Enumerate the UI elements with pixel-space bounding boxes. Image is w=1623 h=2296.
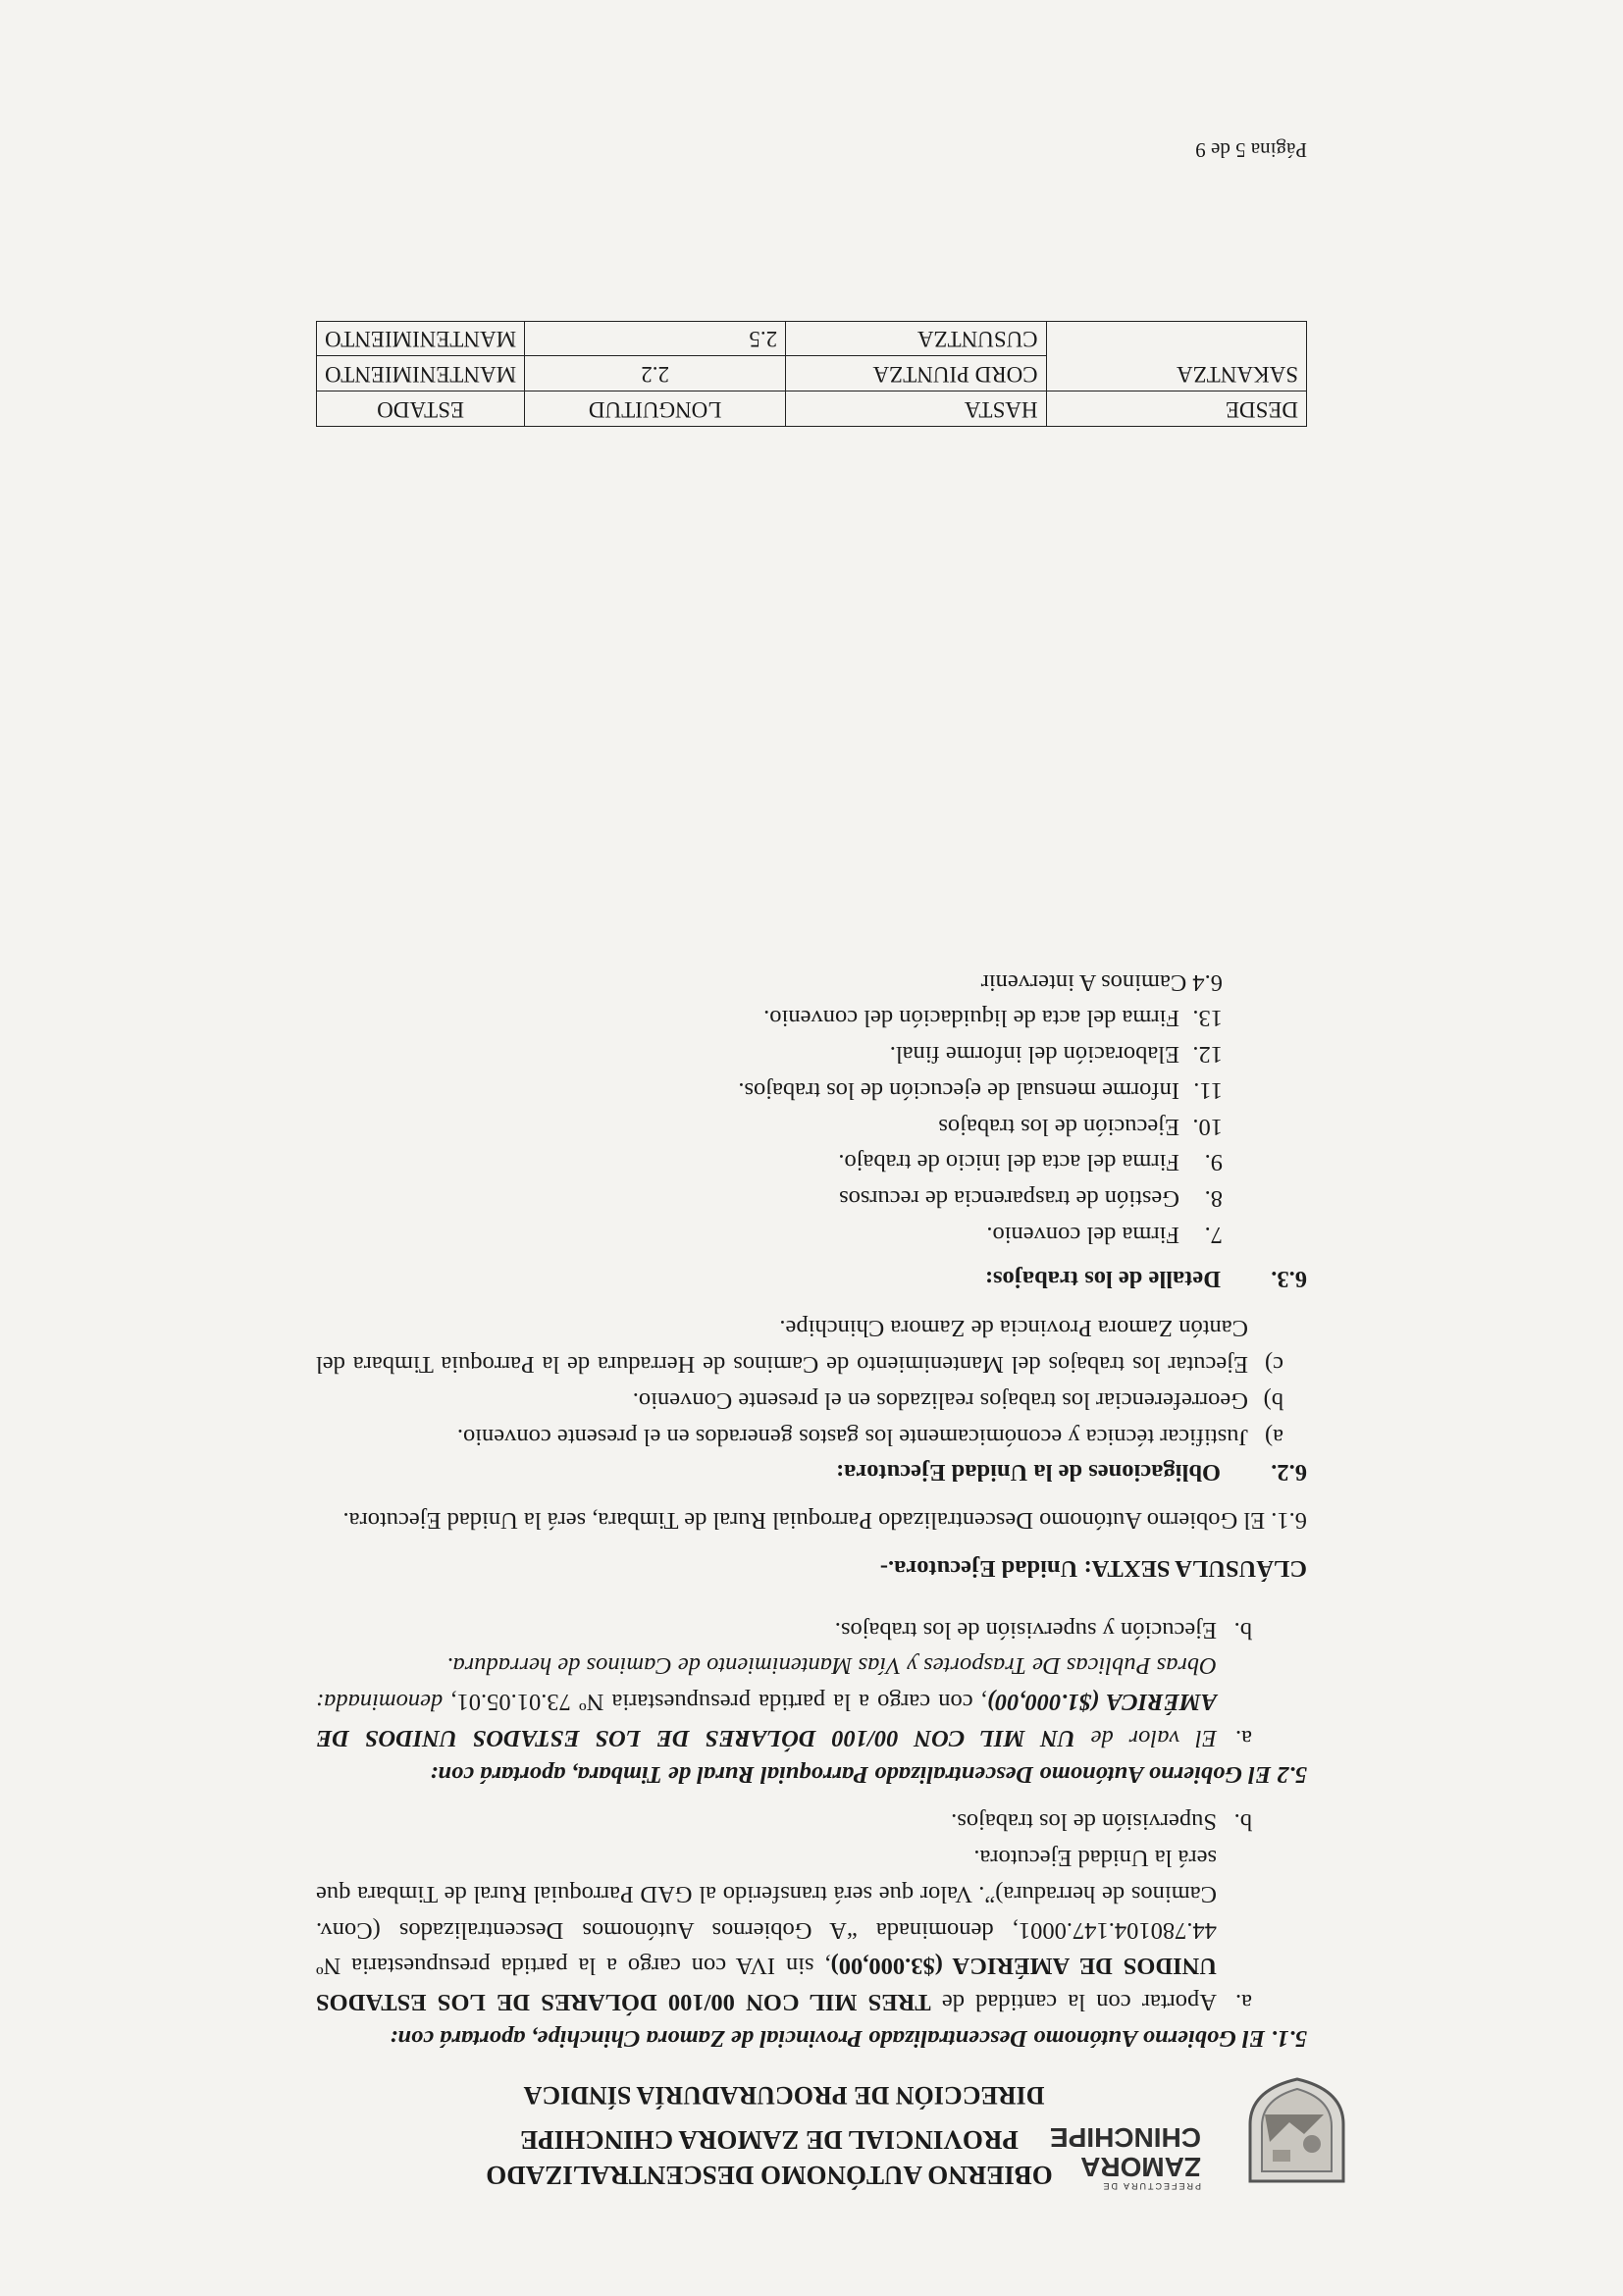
cell-hasta: CORD PIUNTZA: [786, 356, 1046, 391]
header-estado: ESTADO: [317, 391, 525, 427]
step-text: Firma del acta del inicio de trabajo.: [838, 1149, 1179, 1176]
section-6-3-heading: [316, 1260, 1307, 1296]
logo-superscript: PREFECTURA DE: [1101, 2181, 1201, 2191]
item-text: Ejecución y supervisión de los trabajos.: [834, 1616, 1217, 1644]
section-5-2-heading: 5.2 El Gobierno Autónomo Descentralizado Parroquial Rural de Timbara, aportará con:: [430, 1760, 1307, 1788]
item-text: Ejecutar los trabajos del Mantenimiento de Caminos de Herradura de la Parroquia Timbara del Cantón Zamora Provincia de Zamora Chinchipe.: [316, 1315, 1248, 1379]
work-step: [316, 1000, 1223, 1036]
roads-table: [316, 321, 1307, 427]
amount-bold-italic: UN MIL CON 00/100 DÓLARES DE LOS ESTADOS UNIDOS DE AMÉRICA ($1.000,00): [316, 1689, 1217, 1751]
section-title: Obligaciones de la Unidad Ejecutora:: [835, 1459, 1221, 1487]
step-number: 10.: [1192, 1113, 1223, 1140]
document-body: [316, 964, 1307, 2056]
logo-word-zamora: ZAMORA: [1080, 2151, 1201, 2182]
clause-six-heading: CLÁUSULA SEXTA: Unidad Ejecutora.-: [879, 1555, 1307, 1582]
work-step: [316, 1036, 1223, 1072]
department-subtitle: DIRECCIÓN DE PROCURADURÍA SÍNDICA: [523, 2081, 1045, 2110]
item-text: Justificar técnica y económicamente los gastos generados en el presente convenio.: [456, 1423, 1248, 1450]
section-number: 6.3.: [1271, 1265, 1307, 1292]
prefecture-seal-logo: [1230, 2075, 1363, 2193]
step-text: Firma del acta de liquidación del convenio.: [763, 1005, 1179, 1032]
obligations-list: [316, 1310, 1307, 1454]
step-number: 7.: [1204, 1222, 1223, 1248]
item-text: [316, 1840, 1217, 2020]
text-run: , con cargo a la partida presupuestaria Nº 73.01.05.01,: [443, 1689, 987, 1716]
table-row: [317, 356, 1307, 391]
page-number: Página 5 de 9: [1195, 138, 1307, 162]
step-number: 9.: [1204, 1149, 1223, 1176]
item-label: a.: [1235, 1989, 1252, 2016]
cell-longitud: 2.5: [525, 321, 786, 356]
logo-word-chinchipe: CHINCHIPE: [1049, 2122, 1201, 2154]
item-label: c): [1264, 1351, 1283, 1379]
obligation-item: [316, 1418, 1283, 1454]
step-number: 13.: [1192, 1005, 1223, 1032]
step-number: 12.: [1192, 1041, 1223, 1069]
item-text: Georreferenciar los trabajos realizados en el presente Convenio.: [632, 1387, 1248, 1414]
section-title: Detalle de los trabajos:: [984, 1265, 1221, 1292]
header-hasta: HASTA: [786, 391, 1046, 427]
step-text: Informe mensual de ejecución de los trabajos.: [738, 1077, 1179, 1104]
section-6-4-heading: 6.4 Caminos A intervenir: [980, 968, 1223, 996]
cell-estado: MANTENIMIENTO: [317, 356, 525, 391]
section-5-2-item-a: [316, 1647, 1307, 1755]
work-step: [316, 1180, 1223, 1217]
text-run: Aportar con la cantidad de: [930, 1989, 1217, 2016]
section-5-2-item-b: [316, 1611, 1307, 1647]
work-step: [316, 1071, 1223, 1108]
text-run: , sin IVA con cargo a la partida presupuestaria Nº 44.780104.147.0001, denominada “A Gobiernos Autónomos Descentralizados (Conv. Caminos de herradura)”. Valor que será transferido al GAD Parroquial Rural de Timbara que será la Unidad Ejecutora.: [315, 1845, 1217, 1980]
section-6-1: 6.1. El Gobierno Autónomo Descentralizado Parroquial Rural de Timbara, será la Unidad Ejecutora.: [342, 1507, 1307, 1535]
text-run: El valor de: [1074, 1725, 1217, 1751]
item-label: a.: [1235, 1725, 1252, 1751]
step-number: 11.: [1193, 1077, 1223, 1104]
obligation-item: [316, 1382, 1283, 1418]
work-step: [316, 1216, 1223, 1252]
section-6-2-heading: [316, 1454, 1307, 1490]
section-5-1-heading: 5.1. El Gobierno Autónomo Descentralizado Provincial de Zamora Chinchipe, aportará con:: [390, 2025, 1307, 2052]
step-text: Gestión de trasparencia de recursos: [839, 1185, 1179, 1213]
cell-desde: SAKANTZA: [1046, 321, 1306, 391]
section-number: 6.2.: [1271, 1459, 1307, 1487]
section-5-1-item-b: [316, 1803, 1307, 1840]
item-label: b.: [1233, 1616, 1252, 1644]
work-step: [316, 1108, 1223, 1144]
table-header-row: [317, 391, 1307, 427]
item-label: a): [1264, 1423, 1283, 1450]
step-number: 8.: [1204, 1185, 1223, 1213]
step-text: Firma del convenio.: [986, 1222, 1179, 1248]
obligation-item: [316, 1310, 1283, 1383]
header-desde: DESDE: [1046, 391, 1306, 427]
cell-longitud: 2.2: [525, 356, 786, 391]
step-text: Elaboración del informe final.: [889, 1041, 1179, 1069]
amount-bold: TRES MIL CON 00/100 DÓLARES DE LOS ESTADOS UNIDOS DE AMÉRICA ($3.000,00): [316, 1953, 1217, 2016]
header-longitud: LONGUITUD: [525, 391, 786, 427]
section-5-1-item-a: [316, 1840, 1307, 2020]
item-text: [316, 1647, 1217, 1755]
organization-title: OBIERNO AUTÓNOMO DESCENTRALIZADO PROVINCIAL DE ZAMORA CHINCHIPE: [486, 2124, 1053, 2190]
work-step: [316, 1144, 1223, 1180]
text-run: denominada: Obras Publicas De Trasportes y Vías Mantenimiento de Caminos de herradura.: [315, 1652, 1217, 1716]
cell-hasta: CUSUNTZA: [786, 321, 1046, 356]
item-label: b): [1263, 1387, 1283, 1414]
step-text: Ejecución de los trabajos: [938, 1113, 1179, 1140]
cell-estado: MANTENIMIENTO: [317, 321, 525, 356]
item-text: Supervisión de los trabajos.: [951, 1808, 1217, 1836]
item-label: b.: [1233, 1808, 1252, 1836]
work-detail-list: [316, 1000, 1307, 1252]
